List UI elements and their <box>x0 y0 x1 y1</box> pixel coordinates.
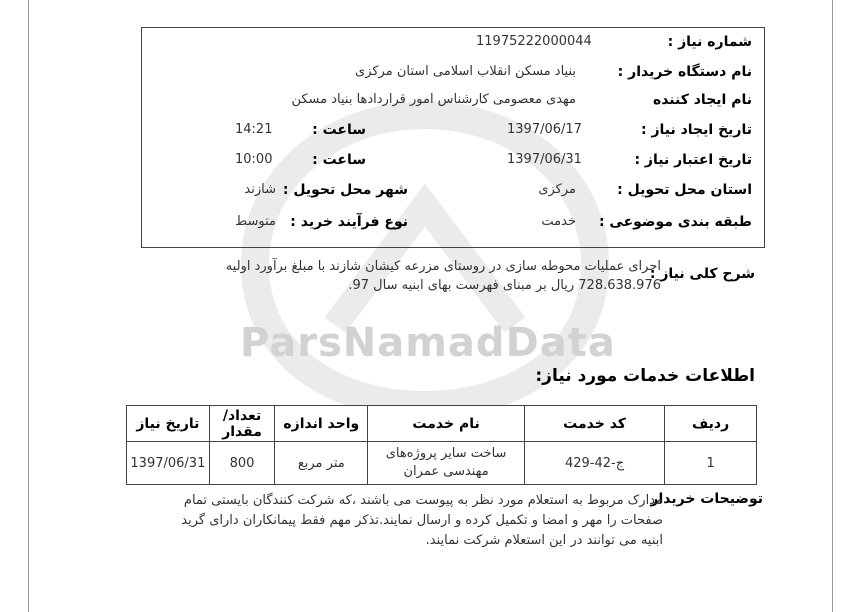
table-row <box>127 442 757 485</box>
created-date-row <box>142 122 764 148</box>
col-service-code-header: کد خدمت <box>524 406 664 442</box>
estimated-amount: 728.638.976 <box>578 278 661 293</box>
validity-date-row <box>142 152 764 178</box>
creator-label: نام ایجاد کننده <box>652 92 752 108</box>
creator-row <box>142 92 764 118</box>
city-label: شهر محل تحویل : <box>282 182 408 198</box>
category-value: خدمت <box>541 214 576 229</box>
need-number-label: شماره نیاز : <box>667 34 752 50</box>
category-label: طبقه بندی موضوعی : <box>598 214 752 230</box>
process-type-value: متوسط <box>235 214 276 229</box>
buyer-notes-text: مدارک مربوط به استعلام مورد نظر به پیوست می باشند ،که شرکت کنندگان بایستی تمام صفحات را مهر و امضا و تکمیل کرده و ارسال نمایند.تذکر مهم فقط پیمانکاران دارای گرید ابنیه می توانند در این استعلام شرکت نمایند. <box>181 493 663 548</box>
description-line-1: اجرای عملیات محوطه سازی در روستای مزرعه کیشان شازند با مبلغ برآورد اولیه <box>225 259 661 274</box>
services-section-title: اطلاعات خدمات مورد نیاز: <box>535 366 755 386</box>
validity-date-value: 1397/06/31 <box>507 152 582 167</box>
validity-date-label: تاریخ اعتبار نیاز : <box>634 152 752 168</box>
cell-service-code: ج-42-429 <box>524 442 664 485</box>
services-table <box>126 405 757 485</box>
process-type-label: نوع فرآیند خرید : <box>290 214 408 230</box>
validity-time-label: ساعت : <box>312 152 366 168</box>
buyer-org-label: نام دستگاه خریدار : <box>617 64 752 80</box>
province-row <box>142 182 764 208</box>
watermark-text: ParsNamadData <box>240 320 616 366</box>
created-time-label: ساعت : <box>312 122 366 138</box>
cell-quantity: 800 <box>209 442 275 485</box>
category-row <box>142 214 764 240</box>
buyer-notes-label: توضیحات خریدار <box>650 491 763 507</box>
description-line-2: ریال بر مبنای فهرست بهای ابنیه سال 97. <box>348 278 575 293</box>
col-unit-header: واحد اندازه <box>275 406 368 442</box>
col-service-name-header: نام خدمت <box>368 406 525 442</box>
cell-row-number: 1 <box>665 442 757 485</box>
need-number-value: 11975222000044 <box>476 34 592 49</box>
need-number-row <box>142 34 764 60</box>
buyer-org-row <box>142 64 764 90</box>
city-value: شازند <box>244 182 276 197</box>
created-date-label: تاریخ ایجاد نیاز : <box>640 122 752 138</box>
cell-service-name: ساخت سایر پروژه‌های مهندسی عمران <box>368 442 525 485</box>
created-time-value: 14:21 <box>235 122 273 137</box>
col-need-date-header: تاریخ نیاز <box>127 406 210 442</box>
need-info-box <box>141 27 765 248</box>
province-value: مرکزی <box>538 182 576 197</box>
cell-need-date: 1397/06/31 <box>127 442 210 485</box>
col-quantity-header: تعداد/ مقدار <box>209 406 275 442</box>
cell-unit: متر مربع <box>275 442 368 485</box>
buyer-org-value: بنیاد مسکن انقلاب اسلامی استان مرکزی <box>355 64 576 79</box>
validity-time-value: 10:00 <box>235 152 273 167</box>
col-row-number-header: ردیف <box>665 406 757 442</box>
province-label: استان محل تحویل : <box>617 182 752 198</box>
description-text <box>181 257 661 295</box>
creator-value: مهدی معصومی کارشناس امور قراردادها بنیاد مسکن <box>291 92 576 107</box>
table-header-row <box>127 406 757 442</box>
description-label: شرح کلی نیاز : <box>649 266 755 282</box>
created-date-value: 1397/06/17 <box>507 122 582 137</box>
